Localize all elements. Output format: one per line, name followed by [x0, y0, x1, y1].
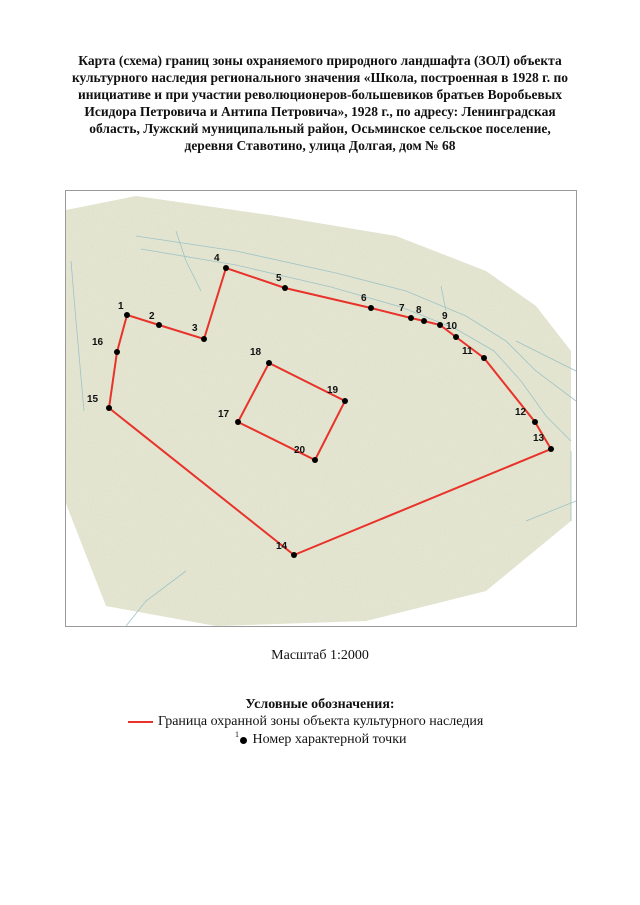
- point-marker-swatch: [235, 729, 249, 747]
- point-9-marker: [437, 322, 443, 328]
- point-2-label: 2: [149, 311, 155, 322]
- map-frame: [65, 190, 577, 627]
- legend-title: Условные обозначения:: [245, 697, 395, 712]
- point-18-marker: [266, 360, 272, 366]
- point-15-label: 15: [87, 394, 99, 405]
- legend-point-label: Номер характерной точки: [252, 732, 407, 747]
- point-20-label: 20: [294, 445, 306, 456]
- point-14-label: 14: [276, 541, 288, 552]
- point-9-label: 9: [442, 311, 448, 322]
- point-5-marker: [282, 285, 288, 291]
- point-11-marker: [481, 355, 487, 361]
- point-7-marker: [408, 315, 414, 321]
- legend-boundary-label: Граница охранной зоны объекта культурного наследия: [158, 714, 484, 729]
- point-19-marker: [342, 398, 348, 404]
- point-8-label: 8: [416, 305, 422, 316]
- map-title: Карта (схема) границ зоны охраняемого природного ландшафта (ЗОЛ) объекта культурного наследия регионального значения «Школа, построенная в 1928 г. по инициативе и при участии революционеров-большевиков братьев Воробьевых Исидора Петровича и Антипа Петровича», 1928 г., по адресу: Ленинградская область, Лужский муниципальный район, Осьминское сельское поселение, деревня Ставотино, улица Долгая, дом № 68: [71, 53, 569, 153]
- boundary-line-swatch: [128, 721, 153, 723]
- point-17-marker: [235, 419, 241, 425]
- point-8-marker: [421, 318, 427, 324]
- point-13-label: 13: [533, 433, 545, 444]
- point-3-marker: [201, 336, 207, 342]
- point-18-label: 18: [250, 347, 262, 358]
- aerial-photo-background: [66, 196, 571, 626]
- point-10-label: 10: [446, 321, 458, 332]
- point-5-label: 5: [276, 273, 282, 284]
- point-19-label: 19: [327, 385, 339, 396]
- point-dot-icon: [240, 737, 247, 744]
- point-14-marker: [291, 552, 297, 558]
- point-3-label: 3: [192, 323, 198, 334]
- point-16-marker: [114, 349, 120, 355]
- point-20-marker: [312, 457, 318, 463]
- point-1-marker: [124, 312, 130, 318]
- point-16-label: 16: [92, 337, 104, 348]
- point-1-label: 1: [118, 301, 124, 312]
- point-13-marker: [548, 446, 554, 452]
- scale-label: Масштаб 1:2000: [271, 648, 369, 663]
- point-4-marker: [223, 265, 229, 271]
- point-6-label: 6: [361, 293, 367, 304]
- aerial-texture: [66, 196, 571, 626]
- point-12-label: 12: [515, 407, 527, 418]
- map-canvas: [66, 191, 576, 626]
- legend-item-point: [235, 729, 407, 748]
- point-12-marker: [532, 419, 538, 425]
- point-15-marker: [106, 405, 112, 411]
- legend-item-boundary: [128, 714, 483, 730]
- point-6-marker: [368, 305, 374, 311]
- point-7-label: 7: [399, 303, 405, 314]
- point-17-label: 17: [218, 409, 230, 420]
- point-11-label: 11: [462, 346, 473, 357]
- point-10-marker: [453, 334, 459, 340]
- point-4-label: 4: [214, 253, 220, 264]
- point-marker-number: 1: [235, 729, 239, 739]
- point-2-marker: [156, 322, 162, 328]
